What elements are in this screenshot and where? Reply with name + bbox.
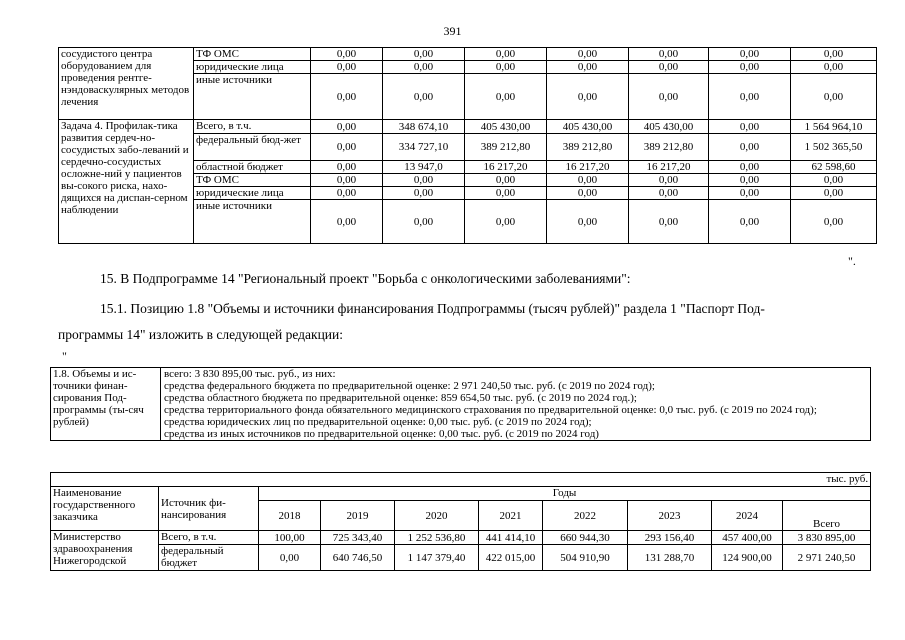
value-cell: 0,00 bbox=[311, 120, 383, 134]
value-cell: 0,00 bbox=[709, 200, 791, 244]
value-cell: 0,00 bbox=[791, 74, 877, 120]
source-cell: юридические лица bbox=[194, 187, 311, 200]
funding-table-continued bbox=[58, 47, 877, 244]
value-cell: 0,00 bbox=[629, 187, 709, 200]
value-cell: 0,00 bbox=[629, 48, 709, 61]
value-cell: 0,00 bbox=[547, 74, 629, 120]
task-cell: Задача 4. Профилак-тика развития сердеч-но-сосудистых забо-леваний и сердечно-сосудистых осложне-ний у пациентов вы-сокого риска, нахо-дящихся на диспан-серном наблюдении bbox=[59, 120, 194, 244]
source-cell: иные источники bbox=[194, 200, 311, 244]
value-cell: 0,00 bbox=[791, 187, 877, 200]
value-cell: 0,00 bbox=[791, 61, 877, 74]
value-cell: 389 212,80 bbox=[465, 134, 547, 161]
value-cell: 0,00 bbox=[709, 161, 791, 174]
value-cell: 3 830 895,00 bbox=[783, 531, 871, 545]
value-cell: 131 288,70 bbox=[628, 545, 712, 571]
value-cell: 0,00 bbox=[311, 174, 383, 187]
value-cell: 0,00 bbox=[465, 48, 547, 61]
value-cell: 0,00 bbox=[465, 61, 547, 74]
value-cell: 0,00 bbox=[383, 174, 465, 187]
header-year: 2023 bbox=[628, 501, 712, 531]
source-cell: федеральный бюджет bbox=[159, 545, 259, 571]
value-cell: 0,00 bbox=[709, 120, 791, 134]
value-cell: 0,00 bbox=[791, 200, 877, 244]
header-year: 2024 bbox=[712, 501, 783, 531]
value-cell: 441 414,10 bbox=[479, 531, 543, 545]
value-cell: 0,00 bbox=[709, 134, 791, 161]
opening-quote: " bbox=[62, 349, 67, 363]
value-cell: 0,00 bbox=[311, 187, 383, 200]
value-cell: 0,00 bbox=[791, 174, 877, 187]
value-cell: 0,00 bbox=[465, 187, 547, 200]
value-cell: 16 217,20 bbox=[547, 161, 629, 174]
task-cell: сосудистого центра оборудованием для проведения рентге-нэндоваскулярных методов лечения bbox=[59, 48, 194, 120]
value-cell: 334 727,10 bbox=[383, 134, 465, 161]
funding-line-omc: средства территориального фонда обязательного медицинского страхования по предварительной оценке: 0,0 тыс. руб. (с 2019 по 2024 год); bbox=[164, 404, 817, 416]
closing-quote: ". bbox=[848, 254, 856, 268]
value-cell: 348 674,10 bbox=[383, 120, 465, 134]
value-cell: 0,00 bbox=[709, 61, 791, 74]
source-cell: Всего, в т.ч. bbox=[159, 531, 259, 545]
value-cell: 0,00 bbox=[311, 161, 383, 174]
value-cell: 660 944,30 bbox=[543, 531, 628, 545]
value-cell: 1 252 536,80 bbox=[395, 531, 479, 545]
value-cell: 0,00 bbox=[709, 174, 791, 187]
value-cell: 1 564 964,10 bbox=[791, 120, 877, 134]
paragraph-15-1-line1: 15.1. Позицию 1.8 "Объемы и источники финансирования Подпрограммы (тысяч рублей)" раздела 1 "Паспорт Под- bbox=[100, 301, 765, 316]
source-cell: областной бюджет bbox=[194, 161, 311, 174]
header-years: Годы bbox=[259, 487, 871, 501]
funding-line-total: всего: 3 830 895,00 тыс. руб., из них: bbox=[164, 368, 336, 380]
funding-line-federal: средства федерального бюджета по предварительной оценке: 2 971 240,50 тыс. руб. (с 2019 по 2024 год); bbox=[164, 380, 655, 392]
funding-line-regional: средства областного бюджета по предварительной оценке: 859 654,50 тыс. руб. (с 2019 по 2024 год.); bbox=[164, 392, 637, 404]
header-year: 2021 bbox=[479, 501, 543, 531]
header-year: 2019 bbox=[321, 501, 395, 531]
value-cell: 13 947,0 bbox=[383, 161, 465, 174]
value-cell: 16 217,20 bbox=[465, 161, 547, 174]
value-cell: 0,00 bbox=[311, 74, 383, 120]
header-year: 2018 bbox=[259, 501, 321, 531]
source-cell: юридические лица bbox=[194, 61, 311, 74]
value-cell: 0,00 bbox=[465, 74, 547, 120]
value-cell: 0,00 bbox=[709, 48, 791, 61]
value-cell: 0,00 bbox=[791, 48, 877, 61]
funding-line-legal: средства юридических лиц по предварительной оценке: 0,00 тыс. руб. (с 2019 по 2024 год); bbox=[164, 416, 592, 428]
value-cell: 640 746,50 bbox=[321, 545, 395, 571]
source-cell: федеральный бюд-жет bbox=[194, 134, 311, 161]
value-cell: 0,00 bbox=[547, 200, 629, 244]
value-cell: 0,00 bbox=[709, 74, 791, 120]
value-cell: 0,00 bbox=[311, 200, 383, 244]
value-cell: 725 343,40 bbox=[321, 531, 395, 545]
header-year: 2020 bbox=[395, 501, 479, 531]
value-cell: 0,00 bbox=[465, 174, 547, 187]
header-year: 2022 bbox=[543, 501, 628, 531]
header-source: Источник фи-нансирования bbox=[159, 487, 259, 531]
value-cell: 504 910,90 bbox=[543, 545, 628, 571]
value-cell: 2 971 240,50 bbox=[783, 545, 871, 571]
header-customer: Наименование государственного заказчика bbox=[51, 487, 159, 531]
value-cell: 0,00 bbox=[629, 74, 709, 120]
value-cell: 0,00 bbox=[629, 61, 709, 74]
value-cell: 124 900,00 bbox=[712, 545, 783, 571]
value-cell: 100,00 bbox=[259, 531, 321, 545]
value-cell: 0,00 bbox=[383, 48, 465, 61]
paragraph-15-1-line2: программы 14" изложить в следующей редакции: bbox=[58, 327, 344, 342]
value-cell: 389 212,80 bbox=[629, 134, 709, 161]
funding-line-other: средства из иных источников по предварительной оценке: 0,00 тыс. руб. (с 2019 по 2024 год) bbox=[164, 428, 599, 440]
source-cell: ТФ ОМС bbox=[194, 174, 311, 187]
value-cell: 16 217,20 bbox=[629, 161, 709, 174]
passport-funding-box bbox=[50, 367, 871, 441]
value-cell: 0,00 bbox=[465, 200, 547, 244]
value-cell: 0,00 bbox=[547, 187, 629, 200]
value-cell: 0,00 bbox=[259, 545, 321, 571]
value-cell: 0,00 bbox=[311, 48, 383, 61]
value-cell: 0,00 bbox=[547, 48, 629, 61]
value-cell: 405 430,00 bbox=[629, 120, 709, 134]
page-number: 391 bbox=[443, 24, 462, 38]
value-cell: 0,00 bbox=[629, 174, 709, 187]
value-cell: 422 015,00 bbox=[479, 545, 543, 571]
value-cell: 0,00 bbox=[547, 61, 629, 74]
value-cell: 0,00 bbox=[629, 200, 709, 244]
source-cell: Всего, в т.ч. bbox=[194, 120, 311, 134]
unit-label: тыс. руб. bbox=[51, 473, 871, 487]
funding-by-year-table bbox=[50, 472, 871, 571]
value-cell: 0,00 bbox=[383, 200, 465, 244]
value-cell: 62 598,60 bbox=[791, 161, 877, 174]
value-cell: 0,00 bbox=[383, 61, 465, 74]
value-cell: 1 502 365,50 bbox=[791, 134, 877, 161]
value-cell: 0,00 bbox=[383, 74, 465, 120]
paragraph-15: 15. В Подпрограмме 14 "Региональный проект "Борьба с онкологическими заболеваниями": bbox=[100, 271, 631, 286]
value-cell: 405 430,00 bbox=[465, 120, 547, 134]
source-cell: иные источники bbox=[194, 74, 311, 120]
value-cell: 1 147 379,40 bbox=[395, 545, 479, 571]
value-cell: 0,00 bbox=[311, 134, 383, 161]
value-cell: 457 400,00 bbox=[712, 531, 783, 545]
source-cell: ТФ ОМС bbox=[194, 48, 311, 61]
value-cell: 293 156,40 bbox=[628, 531, 712, 545]
passport-label: 1.8. Объемы и ис-точники финан-сирования Под-программы (ты-сяч рублей) bbox=[51, 368, 161, 441]
header-total: Всего bbox=[783, 501, 871, 531]
value-cell: 405 430,00 bbox=[547, 120, 629, 134]
value-cell: 0,00 bbox=[383, 187, 465, 200]
value-cell: 0,00 bbox=[547, 174, 629, 187]
value-cell: 0,00 bbox=[311, 61, 383, 74]
customer-cell: Министерство здравоохранения Нижегородской bbox=[51, 531, 159, 571]
value-cell: 389 212,80 bbox=[547, 134, 629, 161]
value-cell: 0,00 bbox=[709, 187, 791, 200]
